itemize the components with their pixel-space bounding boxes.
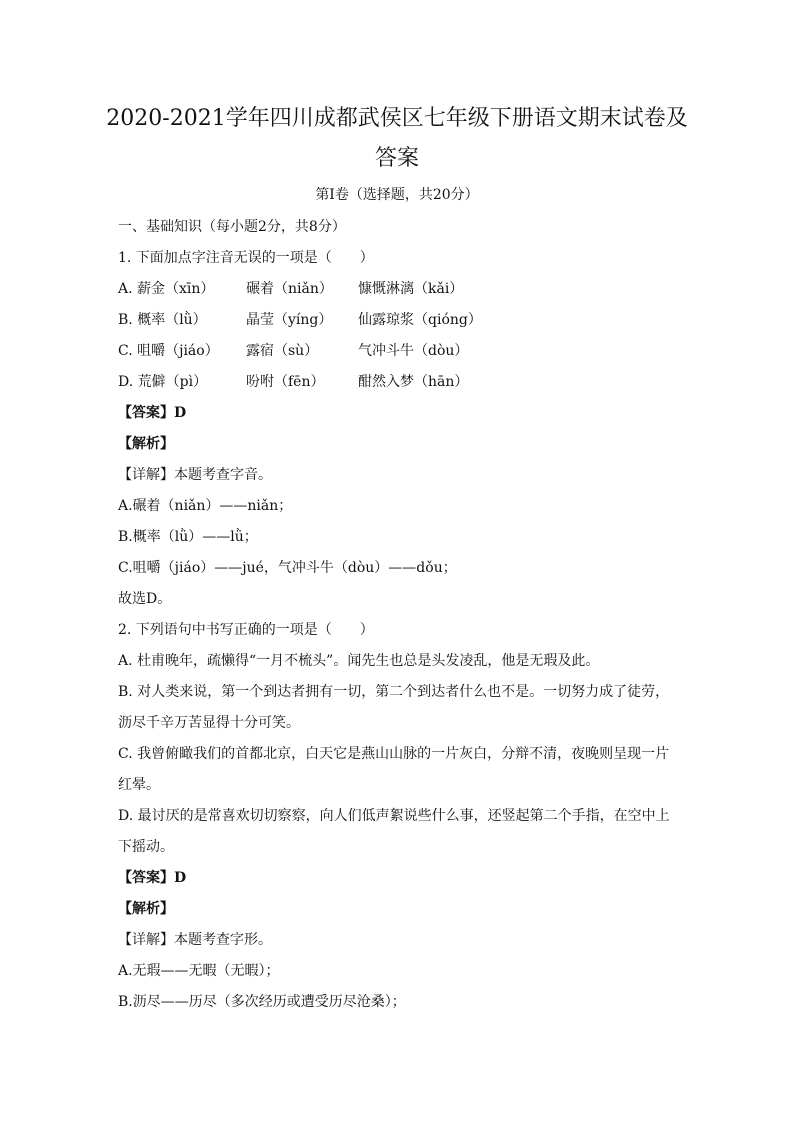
question-2-line: A. 杜甫晚年，疏懒得“一月不梳头”。闻先生也总是头发凌乱，他是无瑕及此。	[118, 653, 600, 669]
option-item: 露宿（sù）	[246, 343, 319, 359]
section-subtitle: 第I卷（选择题，共20分）	[315, 187, 479, 203]
document-title-line-1: 2020-2021学年四川成都武侯区七年级下册语文期末试卷及	[106, 106, 688, 131]
option-item: B. 概率（lǜ）	[118, 312, 207, 328]
option-item: 气冲斗牛（dòu）	[358, 343, 469, 359]
document-title-line-2: 答案	[374, 146, 419, 171]
question-2-line: C. 我曾俯瞰我们的首都北京，白天它是燕山山脉的一片灰白，分辩不清，夜晚则呈现一片	[118, 746, 670, 762]
option-item: D. 荒僻（pì）	[118, 374, 208, 390]
question-1-stem: 1. 下面加点字注音无误的一项是（ ）	[118, 250, 374, 266]
question-2-detail: 【详解】本题考查字形。	[118, 932, 272, 948]
question-1-note: B.概率（lǜ）——lǜ；	[118, 529, 258, 545]
question-2-answer: 【答案】D	[118, 870, 187, 886]
option-item: 晶莹（yíng）	[246, 312, 333, 328]
question-2-stem: 2. 下列语句中书写正确的一项是（ ）	[118, 622, 374, 638]
question-1-note: A.碾着（niǎn）——niǎn；	[118, 498, 293, 514]
question-2-note: A.无瑕——无暇（无暇）；	[118, 963, 280, 979]
question-2-line: 下摇动。	[118, 839, 174, 855]
question-1-note: C.咀嚼（jiáo）——jué，气冲斗牛（dòu）——dǒu；	[118, 560, 457, 576]
option-item: 慷慨淋漓（kǎi）	[358, 281, 464, 297]
section-heading: 一、基础知识（每小题2分，共8分）	[118, 219, 346, 235]
question-1-note: 故选D。	[118, 591, 172, 607]
question-2-line: 红晕。	[118, 777, 160, 793]
question-2-line: B. 对人类来说，第一个到达者拥有一切，第二个到达者什么也不是。一切努力成了徒劳，	[118, 684, 670, 700]
document-body	[118, 212, 678, 1018]
question-2-line: D. 最讨厌的是常喜欢切切察察，向人们低声絮说些什么事，还竖起第二个手指，在空中上	[118, 808, 670, 824]
question-1-option-a	[118, 274, 678, 305]
question-2-note: B.沥尽——历尽（多次经历或遭受历尽沧桑）；	[118, 994, 406, 1010]
option-item: 碾着（niǎn）	[246, 281, 333, 297]
question-1-detail: 【详解】本题考查字音。	[118, 467, 272, 483]
option-item: 酣然入梦（hān）	[358, 374, 469, 390]
question-1-answer: 【答案】D	[118, 405, 187, 421]
question-1-option-b	[118, 305, 678, 336]
option-item: A. 薪金（xīn）	[118, 281, 215, 297]
option-item: 仙露琼浆（qióng）	[358, 312, 482, 328]
option-item: 吩咐（fēn）	[246, 374, 325, 390]
question-1-analysis-label: 【解析】	[118, 436, 174, 452]
option-item: C. 咀嚼（jiáo）	[118, 343, 219, 359]
question-1-option-c	[118, 336, 678, 367]
question-2-line: 沥尽千辛万苦显得十分可笑。	[118, 715, 300, 731]
question-2-analysis-label: 【解析】	[118, 901, 174, 917]
question-1-option-d	[118, 367, 678, 398]
